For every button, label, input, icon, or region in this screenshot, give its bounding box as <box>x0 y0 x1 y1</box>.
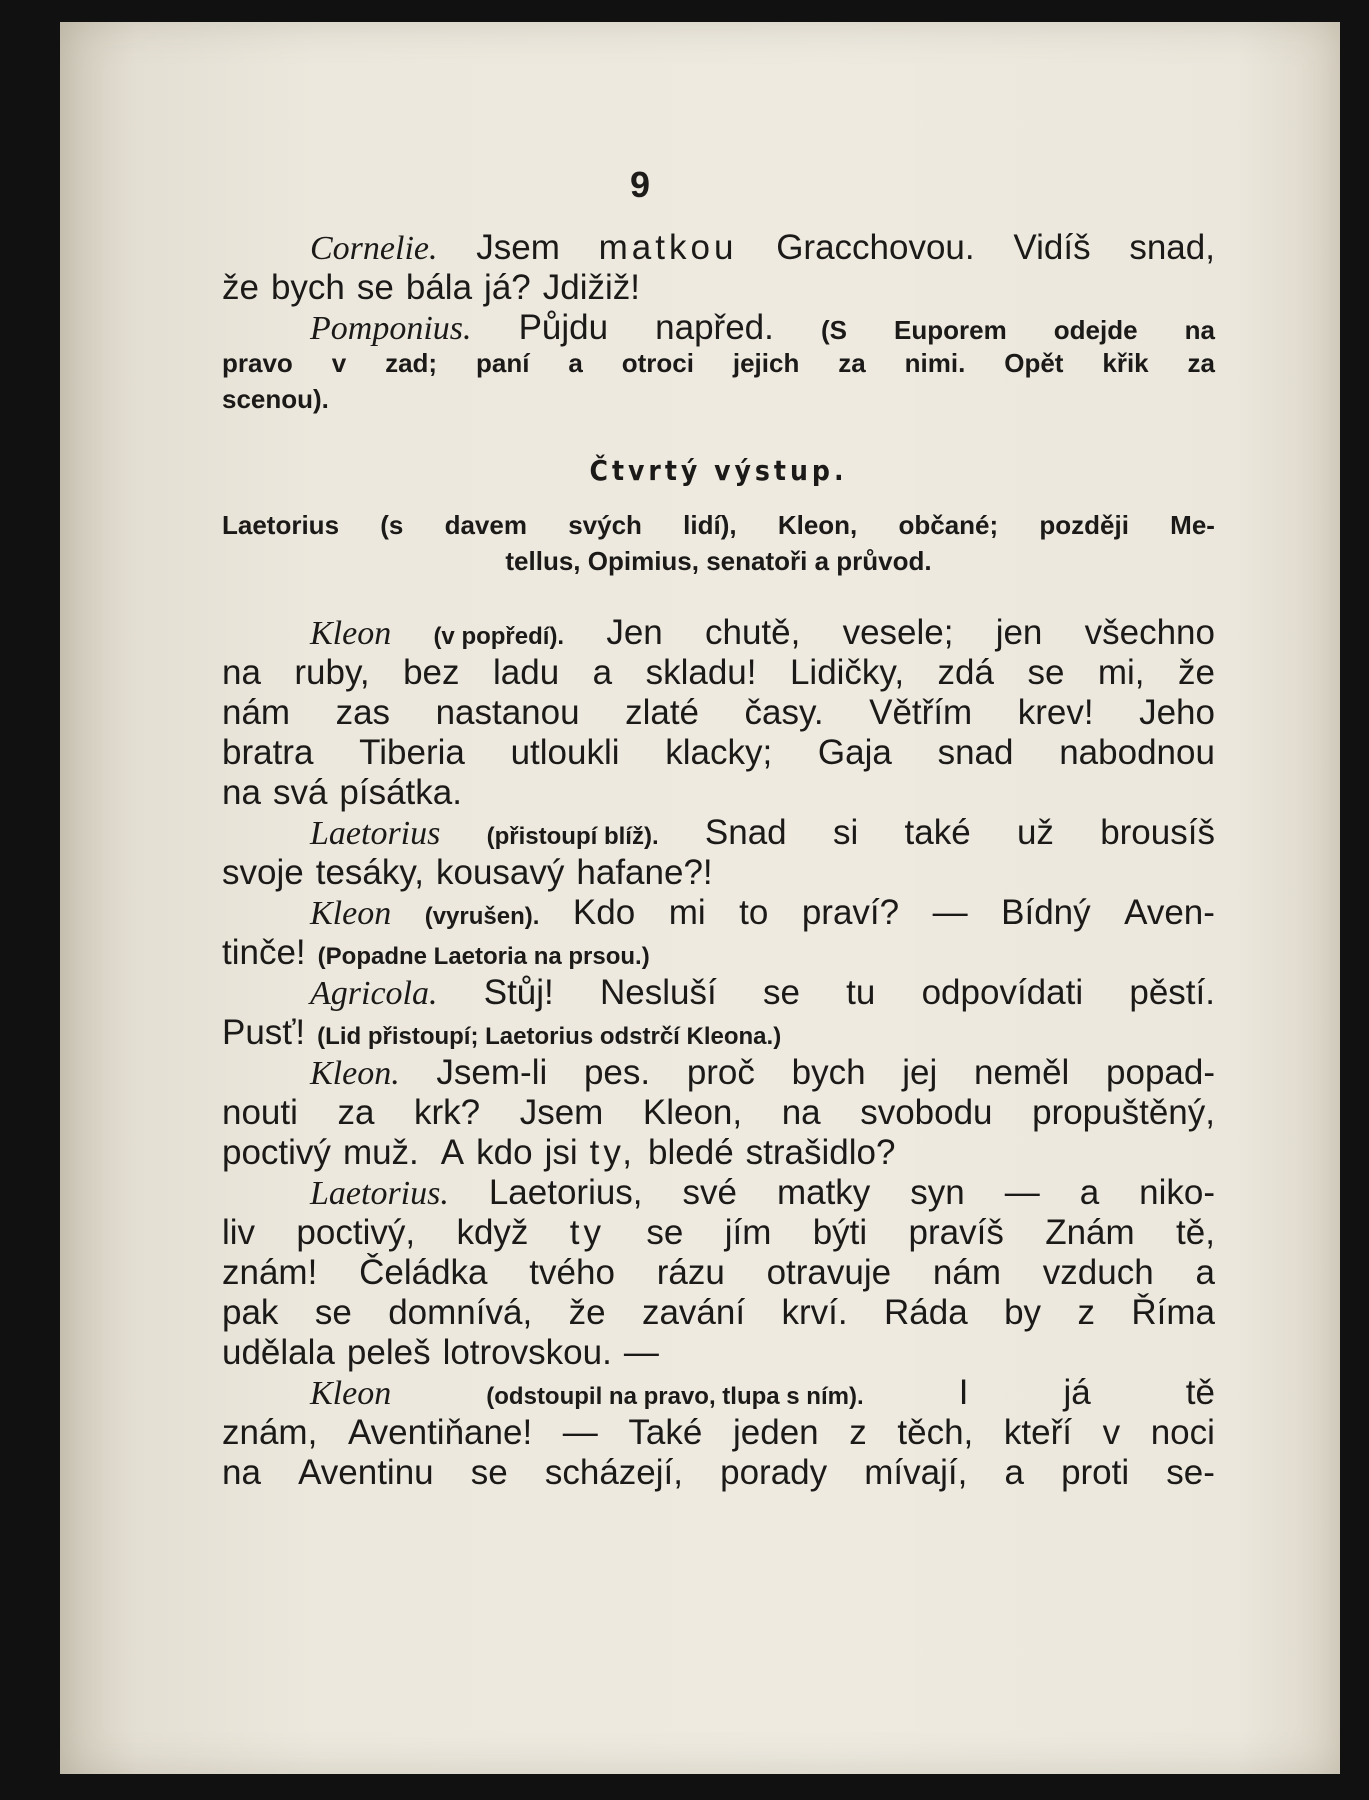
word: krví. <box>781 1293 848 1332</box>
word: Lidičky, <box>789 653 905 692</box>
dialogue-line <box>222 1173 1215 1213</box>
word: Kleon, <box>777 510 858 540</box>
stage-direction: Euporem <box>894 315 1007 345</box>
text-line <box>222 268 1215 308</box>
speaker-name: Kleon <box>310 1375 392 1412</box>
word: býti <box>812 1213 868 1252</box>
word: já <box>1063 1373 1091 1412</box>
word: Kleon, <box>642 1093 743 1132</box>
word: časy. <box>744 693 824 732</box>
word: že <box>1178 653 1215 692</box>
stage-direction: odejde <box>1053 315 1138 345</box>
word: snad <box>937 733 1014 772</box>
word: popad- <box>1106 1053 1215 1092</box>
dialogue-line <box>222 1453 1215 1493</box>
word: Také <box>628 1413 703 1452</box>
word: scházejí, <box>544 1453 683 1492</box>
word: znám! <box>222 1253 318 1292</box>
word: občané; <box>898 510 999 540</box>
text-line <box>222 308 1215 348</box>
word: nabodnou <box>1059 733 1215 772</box>
word: tinče! <box>222 933 306 972</box>
word: praví? <box>801 893 900 932</box>
word: zas <box>335 693 391 732</box>
text-line <box>222 348 1215 384</box>
word: na <box>222 1453 261 1492</box>
word: — <box>623 1333 659 1372</box>
word: Laetorius <box>222 510 340 540</box>
word: A <box>440 1133 465 1172</box>
word: syn <box>910 1173 965 1212</box>
dialogue-line <box>222 853 1215 893</box>
word: Pusť! <box>222 1013 306 1052</box>
word: tě <box>1185 1373 1215 1412</box>
word: ladu <box>493 653 560 692</box>
word: bledé <box>648 1133 734 1172</box>
word: Jeho <box>1139 693 1215 732</box>
word: se <box>762 973 800 1012</box>
word: niko- <box>1139 1173 1215 1212</box>
stage-direction: otroci <box>621 348 694 378</box>
word: znám, <box>222 1413 318 1452</box>
dialogue-line <box>222 1213 1215 1253</box>
word: svoje <box>222 853 304 892</box>
word: jím <box>724 1213 772 1252</box>
stage-direction: nimi. <box>904 348 966 378</box>
word: tě, <box>1176 1213 1215 1252</box>
word: zlaté <box>625 693 700 732</box>
word: jen <box>995 613 1043 652</box>
word: těch, <box>897 1413 974 1452</box>
dialogue-line <box>222 893 1215 933</box>
dialogue-line <box>222 1413 1215 1453</box>
dialogue-line <box>222 1253 1215 1293</box>
word: Snad <box>704 813 787 852</box>
text-block <box>222 228 1215 1493</box>
word: Aventiňane! <box>347 1413 533 1452</box>
word: Laetorius, <box>488 1173 643 1212</box>
word: vesele; <box>842 613 954 652</box>
word: utloukli <box>510 733 620 772</box>
word: matky <box>776 1173 871 1212</box>
word: strašidlo? <box>745 1133 896 1172</box>
word: bála <box>405 268 473 307</box>
word: kdo <box>476 1133 533 1172</box>
word: svých <box>568 510 642 540</box>
word: v <box>1102 1413 1121 1452</box>
word: za <box>337 1093 375 1132</box>
word: Jen <box>606 613 663 652</box>
word: se <box>470 1453 508 1492</box>
word: na <box>222 773 261 812</box>
stage-direction: (vyrušen). <box>424 903 540 930</box>
stage-direction: (odstoupil na pravo, tlupa s ním). <box>486 1383 864 1410</box>
word: Jsem <box>476 228 560 267</box>
dialogue-line <box>222 933 1215 973</box>
word: Stůj! <box>483 973 554 1012</box>
word: na <box>781 1093 821 1132</box>
speaker-name: Kleon. <box>310 1055 400 1092</box>
word: z <box>1077 1293 1095 1332</box>
cast-line: tellus, Opimius, senatoři a průvod. <box>505 546 932 576</box>
word: a <box>1195 1253 1215 1292</box>
word: tu <box>846 973 876 1012</box>
dialogue-line <box>222 813 1215 853</box>
word: otravuje <box>766 1253 892 1292</box>
dialogue-line <box>222 613 1215 653</box>
word: na <box>222 653 261 692</box>
word: neměl <box>973 1053 1070 1092</box>
word: později <box>1039 510 1129 540</box>
stage-direction: na <box>1184 315 1215 345</box>
word: snad, <box>1129 228 1215 267</box>
word: a <box>1079 1173 1100 1212</box>
dialogue-line <box>222 773 1215 813</box>
word: pes. <box>583 1053 651 1092</box>
word: pak <box>222 1293 279 1332</box>
stage-direction: (Popadne Laetoria na prsou.) <box>317 943 650 970</box>
word: už <box>1016 813 1054 852</box>
word: pěstí. <box>1129 973 1215 1012</box>
word: Větřím <box>869 693 973 732</box>
stage-direction: jejich <box>732 348 800 378</box>
word: Čeládka <box>359 1253 488 1292</box>
stage-direction: pravo <box>222 348 293 378</box>
word: matkou <box>598 228 738 267</box>
cast-list <box>222 507 1215 579</box>
word: rázu <box>656 1253 725 1292</box>
word: všechno <box>1084 613 1215 652</box>
speaker-name: Kleon <box>310 895 392 932</box>
word: kteří <box>1003 1413 1072 1452</box>
word: své <box>682 1173 737 1212</box>
word: davem <box>444 510 527 540</box>
stage-direction: v <box>331 348 347 378</box>
stage-direction: (v popředí). <box>433 623 565 650</box>
word: také <box>904 813 971 852</box>
speaker-name: Kleon <box>310 615 392 652</box>
word: tvého <box>529 1253 615 1292</box>
word: Me- <box>1170 510 1215 540</box>
word: pravíš <box>908 1213 1004 1252</box>
word: by <box>1004 1293 1042 1332</box>
dialogue-line <box>222 653 1215 693</box>
word: napřed. <box>655 308 774 347</box>
word: nám <box>932 1253 1001 1292</box>
word: se <box>356 268 394 307</box>
word: noci <box>1150 1413 1215 1452</box>
word: svá <box>272 773 328 812</box>
word: jeden <box>732 1413 819 1452</box>
word: nám <box>222 693 291 732</box>
word: když <box>456 1213 529 1252</box>
page-number: 9 <box>629 164 651 205</box>
dialogue-line <box>222 1013 1215 1053</box>
speaker-name: Cornelie. <box>310 230 438 267</box>
word: já? <box>484 268 531 307</box>
word: se <box>314 1293 352 1332</box>
word: muž. <box>342 1133 419 1172</box>
stage-direction: a <box>568 348 583 378</box>
word: proti <box>1061 1453 1130 1492</box>
word: mívají, <box>864 1453 968 1492</box>
word: hafane?! <box>576 853 713 892</box>
word: zdá <box>937 653 994 692</box>
dialogue-line <box>222 1293 1215 1333</box>
word: (s <box>380 510 404 540</box>
cast-line <box>222 507 1215 543</box>
word: bych <box>791 1053 866 1092</box>
text-line <box>222 228 1215 268</box>
word: nouti <box>222 1093 298 1132</box>
dialogue-line <box>222 1053 1215 1093</box>
word: Vidíš <box>1013 228 1091 267</box>
word: svobodu <box>860 1093 993 1132</box>
word: — <box>932 893 968 932</box>
word: proč <box>686 1053 755 1092</box>
word: krk? <box>414 1093 481 1132</box>
word: Gaja <box>817 733 892 772</box>
word: z <box>849 1413 867 1452</box>
dialogue-line <box>222 1373 1215 1413</box>
stage-direction: za <box>1187 348 1215 378</box>
word: jsi <box>544 1133 578 1172</box>
word: brousíš <box>1100 813 1215 852</box>
speaker-name: Laetorius <box>310 815 441 852</box>
word: tesáky, <box>315 853 424 892</box>
word: peleš <box>346 1333 431 1372</box>
word: poctivý, <box>296 1213 416 1252</box>
word: ty, <box>589 1133 637 1172</box>
word: bych <box>270 268 345 307</box>
word: mi <box>668 893 706 932</box>
speaker-name: Pomponius. <box>310 310 472 347</box>
section-title: Čtvrtý výstup. <box>589 454 848 487</box>
word: že <box>222 268 259 307</box>
word: Jdižiž! <box>542 268 641 307</box>
word: ruby, <box>294 653 370 692</box>
word: klacky; <box>665 733 773 772</box>
word: to <box>739 893 769 932</box>
word: lidí), <box>683 510 737 540</box>
word: Jsem-li <box>436 1053 548 1092</box>
word: porady <box>720 1453 828 1492</box>
word: Bídný <box>1001 893 1091 932</box>
word: že <box>568 1293 606 1332</box>
dialogue-line <box>222 733 1215 773</box>
word: písátka. <box>339 773 462 812</box>
word: bez <box>403 653 460 692</box>
stage-direction: zad; <box>385 348 438 378</box>
text-line <box>222 384 1215 420</box>
spacer <box>222 579 1215 613</box>
stage-direction: za <box>838 348 866 378</box>
word: udělala <box>222 1333 335 1372</box>
word: bratra <box>222 733 314 772</box>
word: Znám <box>1045 1213 1135 1252</box>
word: Aventinu <box>298 1453 434 1492</box>
word: — <box>1004 1173 1040 1212</box>
word: skladu! <box>645 653 757 692</box>
word: Říma <box>1131 1293 1215 1332</box>
dialogue-line <box>222 973 1215 1013</box>
stage-direction: (Lid přistoupí; Laetorius odstrčí Kleona.) <box>317 1023 782 1050</box>
word: Gracchovou. <box>776 228 975 267</box>
word: zavání <box>641 1293 746 1332</box>
dialogue-line <box>222 1093 1215 1133</box>
stage-direction: paní <box>476 348 530 378</box>
word: Půjdu <box>518 308 609 347</box>
word: Ráda <box>884 1293 968 1332</box>
speaker-name: Laetorius. <box>310 1175 449 1212</box>
stage-direction: Opět <box>1004 348 1064 378</box>
word: jej <box>902 1053 938 1092</box>
word: Aven- <box>1124 893 1215 932</box>
word: chutě, <box>704 613 801 652</box>
stage-direction: (S <box>820 315 847 345</box>
word: ty <box>569 1213 605 1252</box>
word: se <box>646 1213 684 1252</box>
stage-direction: scenou). <box>222 384 329 414</box>
stage-direction: křik <box>1102 348 1149 378</box>
word: vzduch <box>1042 1253 1154 1292</box>
word: se <box>1027 653 1065 692</box>
word: kousavý <box>436 853 565 892</box>
word: lotrovskou. <box>442 1333 612 1372</box>
word: odpovídati <box>921 973 1084 1012</box>
word: Nesluší <box>600 973 717 1012</box>
dialogue-line <box>222 1333 1215 1373</box>
dialogue-line <box>222 693 1215 733</box>
word: propuštěný, <box>1032 1093 1215 1132</box>
dialogue-line <box>222 1133 1215 1173</box>
speaker-name: Agricola. <box>310 975 438 1012</box>
word: Jsem <box>519 1093 604 1132</box>
word: krev! <box>1017 693 1094 732</box>
word: a <box>1004 1453 1024 1492</box>
word: domnívá, <box>388 1293 533 1332</box>
word: liv <box>222 1213 256 1252</box>
word: si <box>832 813 859 852</box>
word: I <box>958 1373 969 1412</box>
word: poctivý <box>222 1133 331 1172</box>
stage-direction: (přistoupí blíž). <box>486 823 659 850</box>
word: Kdo <box>572 893 636 932</box>
word: a <box>592 653 613 692</box>
word: — <box>562 1413 598 1452</box>
word: Tiberia <box>359 733 465 772</box>
word: se- <box>1166 1453 1215 1492</box>
word: mi, <box>1097 653 1145 692</box>
word: nastanou <box>435 693 580 732</box>
